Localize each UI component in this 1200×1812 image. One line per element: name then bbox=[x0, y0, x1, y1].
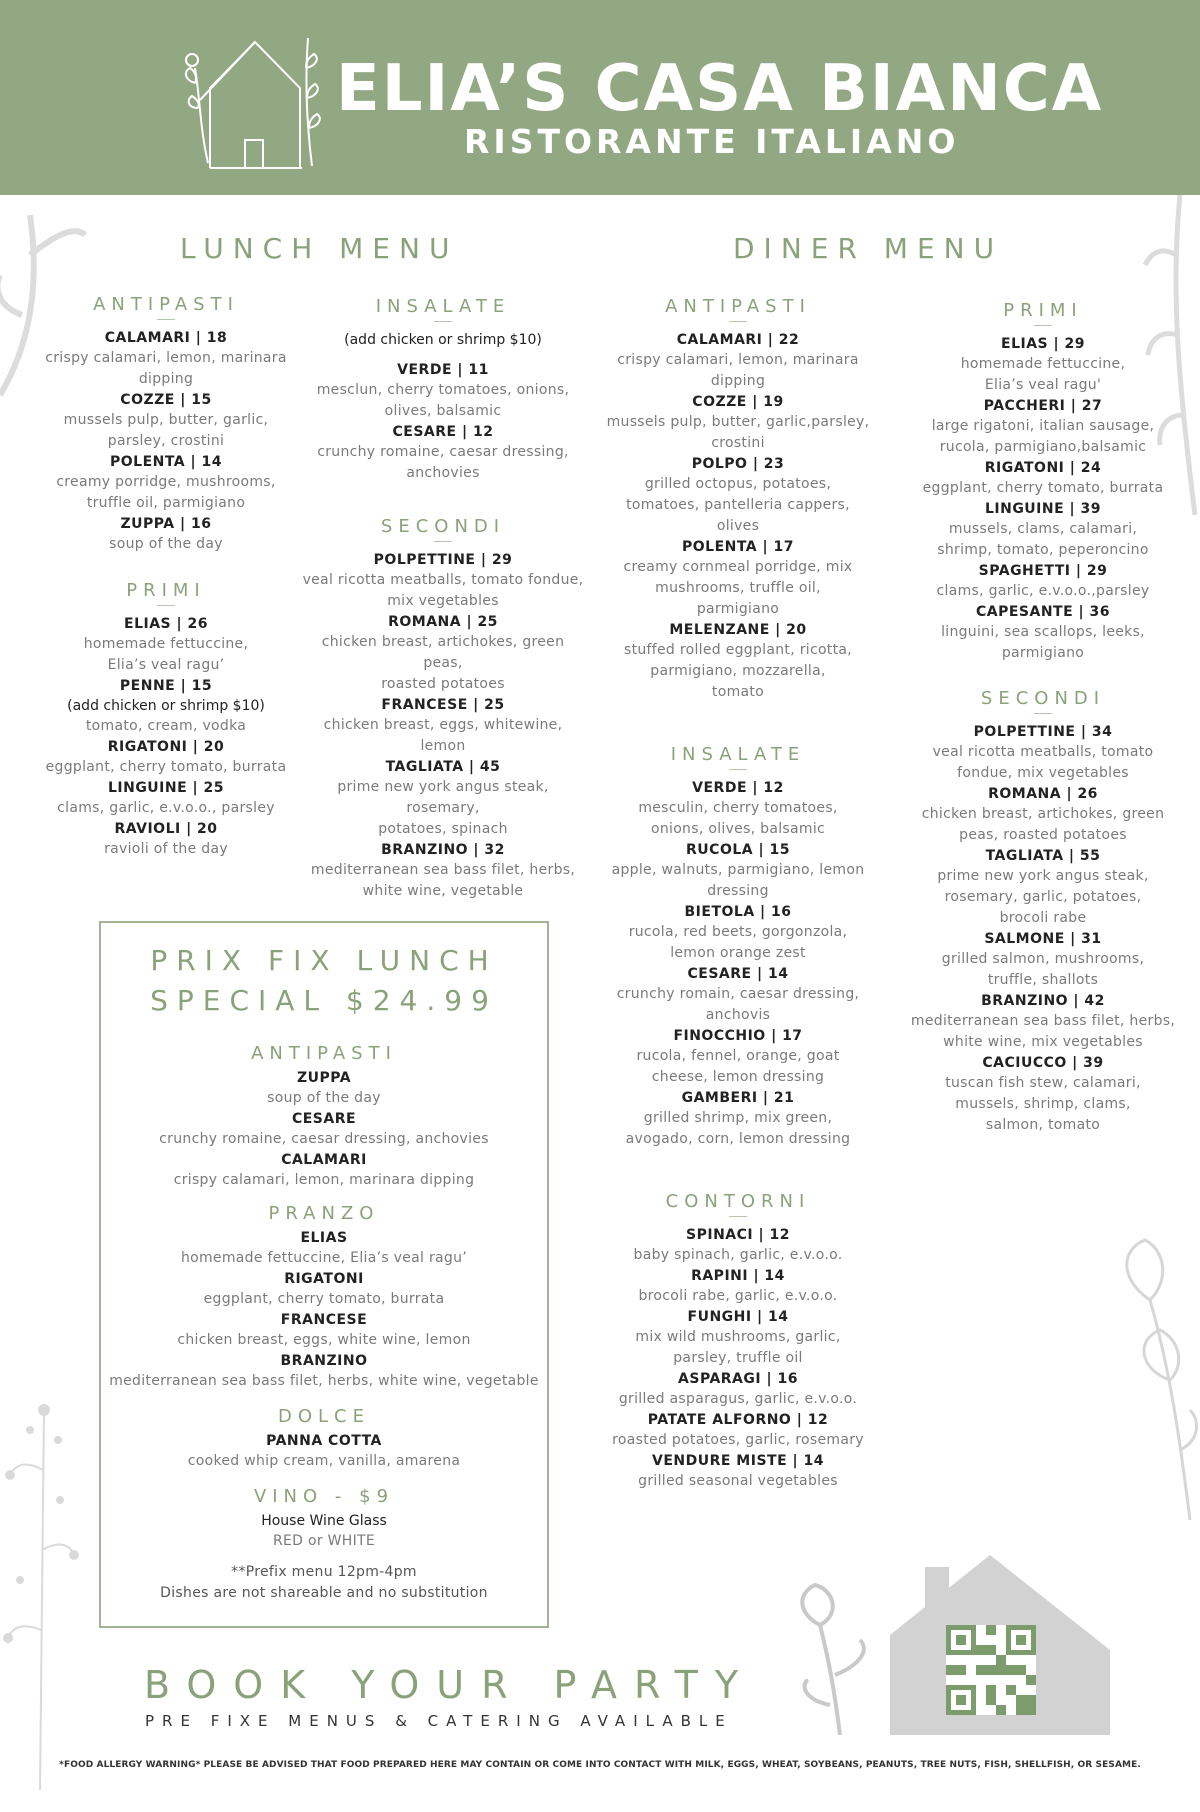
menu-item-name: SALMONE | 31 bbox=[984, 931, 1102, 947]
diner-insalate-section bbox=[602, 744, 874, 1150]
menu-item-name: CALAMARI | 18 bbox=[104, 330, 228, 346]
menu-item-name: RIGATONI | 20 bbox=[107, 739, 225, 755]
menu-item-name: PANNA COTTA bbox=[266, 1433, 382, 1449]
menu-item-desc: veal ricotta meatballs, tomato bbox=[932, 744, 1154, 760]
menu-item-name: ELIAS | 29 bbox=[1001, 336, 1085, 352]
divider bbox=[729, 769, 747, 770]
divider bbox=[434, 321, 452, 322]
menu-item-desc: mussels, clams, calamari, bbox=[948, 521, 1138, 537]
menu-item-name: POLPETTINE | 34 bbox=[973, 724, 1113, 740]
menu-item-name: PATATE ALFORNO | 12 bbox=[647, 1412, 829, 1428]
menu-item-desc: chicken breast, eggs, whitewine, lemon bbox=[323, 717, 563, 754]
divider bbox=[1034, 713, 1052, 714]
menu-item-desc: mesclun, cherry tomatoes, onions, bbox=[316, 382, 570, 398]
menu-item-name: ZUPPA | 16 bbox=[120, 516, 212, 532]
menu-item-desc: mushrooms, truffle oil, bbox=[655, 580, 821, 596]
menu-item-name: POLPO | 23 bbox=[691, 456, 785, 472]
menu-item-desc: brocoli rabe, garlic, e.v.o.o. bbox=[638, 1288, 838, 1304]
header-banner bbox=[0, 0, 1200, 195]
menu-item-desc: linguini, sea scallops, leeks, bbox=[941, 624, 1145, 640]
menu-item-desc: brocoli rabe bbox=[999, 910, 1087, 926]
menu-item-desc: soup of the day bbox=[109, 536, 223, 552]
house-logo-icon bbox=[180, 28, 325, 173]
divider bbox=[1034, 325, 1052, 326]
lunch-secondi-section bbox=[300, 516, 586, 902]
menu-item-desc: eggplant, cherry tomato, burrata bbox=[203, 1291, 445, 1307]
menu-item-desc: olives bbox=[716, 518, 760, 534]
menu-item-name: GAMBERI | 21 bbox=[681, 1090, 795, 1106]
menu-item-desc: ravioli of the day bbox=[104, 841, 228, 857]
menu-item-name: VERDE | 12 bbox=[692, 780, 784, 796]
menu-item-desc: tomato bbox=[711, 684, 765, 700]
menu-item-desc: tomato, cream, vodka bbox=[85, 718, 247, 734]
lunch-antipasti-section bbox=[40, 294, 292, 555]
menu-item-name: TAGLIATA | 45 bbox=[385, 759, 501, 775]
menu-item-name: ASPARAGI | 16 bbox=[678, 1371, 798, 1387]
menu-item-name: CACIUCCO | 39 bbox=[982, 1055, 1104, 1071]
menu-item-desc: cooked whip cream, vanilla, amarena bbox=[187, 1453, 461, 1469]
menu-item-name: CALAMARI | 22 bbox=[676, 332, 800, 348]
menu-item-desc: clams, garlic, e.v.o.o., parsley bbox=[57, 800, 275, 816]
menu-item-name: PACCHERI | 27 bbox=[983, 398, 1103, 414]
menu-item-name: FRANCESE bbox=[280, 1312, 368, 1328]
diner-primi-heading: PRIMI bbox=[1003, 300, 1083, 321]
diner-secondi-heading: SECONDI bbox=[980, 688, 1106, 709]
prix-footnote-hours: **Prefix menu 12pm-4pm bbox=[231, 1564, 417, 1580]
menu-item-name: MELENZANE | 20 bbox=[669, 622, 807, 638]
menu-item-name: COZZE | 19 bbox=[692, 394, 784, 410]
menu-item-desc: apple, walnuts, parmigiano, lemon bbox=[611, 862, 865, 878]
diner-antipasti-heading: ANTIPASTI bbox=[665, 296, 811, 317]
prix-antipasti-heading: ANTIPASTI bbox=[251, 1043, 397, 1064]
diner-secondi-section bbox=[908, 688, 1178, 1136]
menu-item-desc: crunchy romaine, caesar dressing, anchovies bbox=[159, 1131, 489, 1147]
menu-item-desc: chicken breast, artichokes, green peas, bbox=[321, 634, 565, 671]
menu-item-desc: lemon orange zest bbox=[670, 945, 806, 961]
prix-footnote-rules: Dishes are not shareable and no substitution bbox=[160, 1585, 488, 1601]
menu-item-desc: mussels, shrimp, clams, bbox=[955, 1096, 1131, 1112]
sprig-decoration-icon bbox=[0, 1390, 80, 1790]
menu-item-desc: dressing bbox=[707, 883, 769, 899]
menu-item-desc: rucola, fennel, orange, goat bbox=[636, 1048, 840, 1064]
menu-item-desc: homemade fettuccine, bbox=[83, 636, 249, 652]
menu-item-desc: rucola, parmigiano,balsamic bbox=[939, 439, 1147, 455]
book-party-subtitle: PRE FIXE MENUS & CATERING AVAILABLE bbox=[145, 1712, 733, 1730]
menu-item-desc: creamy porridge, mushrooms, bbox=[56, 474, 276, 490]
menu-item-desc: soup of the day bbox=[267, 1090, 381, 1106]
qr-code-icon bbox=[946, 1625, 1036, 1715]
menu-item-name: CAPESANTE | 36 bbox=[975, 604, 1111, 620]
menu-item-desc: anchovies bbox=[406, 465, 480, 481]
prix-fix-box bbox=[99, 921, 549, 1628]
menu-item-name: ROMANA | 25 bbox=[388, 614, 498, 630]
menu-item-desc: mediterranean sea bass filet, herbs, white wine, vegetable bbox=[109, 1373, 539, 1389]
menu-item-desc: prime new york angus steak, rosemary, bbox=[337, 779, 549, 816]
menu-item-desc: tomatoes, pantelleria cappers, bbox=[626, 497, 850, 513]
menu-item-name: ZUPPA bbox=[296, 1070, 352, 1086]
menu-item-name: ROMANA | 26 bbox=[988, 786, 1098, 802]
vino-name: House Wine Glass bbox=[261, 1513, 387, 1529]
menu-item-name: RIGATONI bbox=[284, 1271, 364, 1287]
menu-item-desc: parmigiano bbox=[696, 601, 780, 617]
menu-item-desc: stuffed rolled eggplant, ricotta, bbox=[623, 642, 853, 658]
menu-item-name: FRANCESE | 25 bbox=[381, 697, 505, 713]
menu-item-desc: salmon, tomato bbox=[985, 1117, 1101, 1133]
menu-item-desc: crispy calamari, lemon, marinara bbox=[617, 352, 859, 368]
prix-fix-content bbox=[101, 941, 547, 1604]
prix-pranzo-heading: PRANZO bbox=[268, 1203, 380, 1224]
menu-item-desc: parmigiano, mozzarella, bbox=[650, 663, 826, 679]
menu-item-name: BIETOLA | 16 bbox=[684, 904, 792, 920]
menu-item-desc: potatoes, spinach bbox=[378, 821, 508, 837]
diner-menu-title: DINER MENU bbox=[733, 232, 1004, 265]
menu-item-desc: cheese, lemon dressing bbox=[651, 1069, 825, 1085]
divider bbox=[157, 319, 175, 320]
vino-desc: RED or WHITE bbox=[272, 1533, 376, 1549]
menu-item-desc: Elia’s veal ragu’ bbox=[107, 657, 225, 673]
menu-item-note: (add chicken or shrimp $10) bbox=[344, 332, 542, 348]
prix-fix-title: PRIX FIX LUNCH bbox=[150, 944, 498, 977]
menu-item-desc: crunchy romaine, caesar dressing, bbox=[317, 444, 569, 460]
menu-item-name: RIGATONI | 24 bbox=[984, 460, 1102, 476]
prix-fix-price: SPECIAL $24.99 bbox=[150, 984, 498, 1017]
menu-item-desc: chicken breast, artichokes, green bbox=[921, 806, 1165, 822]
menu-item-name: LINGUINE | 25 bbox=[107, 780, 225, 796]
menu-item-desc: baby spinach, garlic, e.v.o.o. bbox=[633, 1247, 843, 1263]
menu-item-desc: mix wild mushrooms, garlic, bbox=[635, 1329, 841, 1345]
menu-item-desc: mix vegetables bbox=[387, 593, 499, 609]
menu-item-desc: mediterranean sea bass filet, herbs, bbox=[310, 862, 576, 878]
menu-item-desc: avogado, corn, lemon dressing bbox=[625, 1131, 851, 1147]
menu-item-desc: fondue, mix vegetables bbox=[957, 765, 1129, 781]
menu-item-desc: Elia’s veal ragu' bbox=[984, 377, 1102, 393]
menu-item-name: CALAMARI bbox=[281, 1152, 367, 1168]
diner-primi-section bbox=[908, 300, 1178, 664]
menu-item-desc: rucola, red beets, gorgonzola, bbox=[628, 924, 848, 940]
diner-contorni-section bbox=[602, 1191, 874, 1492]
menu-item-desc: crispy calamari, lemon, marinara dipping bbox=[173, 1172, 475, 1188]
menu-item-name: FUNGHI | 14 bbox=[687, 1309, 789, 1325]
menu-item-desc: grilled shrimp, mix green, bbox=[643, 1110, 833, 1126]
menu-item-desc: dipping bbox=[138, 371, 194, 387]
menu-item-desc: rosemary, garlic, potatoes, bbox=[944, 889, 1142, 905]
menu-item-desc: crostini bbox=[711, 435, 765, 451]
menu-item-desc: grilled seasonal vegetables bbox=[638, 1473, 838, 1489]
diner-insalate-heading: INSALATE bbox=[670, 744, 806, 765]
menu-item-name: CESARE | 14 bbox=[687, 966, 789, 982]
menu-item-desc: roasted potatoes bbox=[381, 676, 505, 692]
menu-item-desc: eggplant, cherry tomato, burrata bbox=[922, 480, 1164, 496]
menu-item-desc: grilled salmon, mushrooms, bbox=[941, 951, 1145, 967]
menu-item-name: CESARE bbox=[291, 1111, 357, 1127]
divider bbox=[729, 1216, 747, 1217]
prix-dolce-heading: DOLCE bbox=[278, 1406, 370, 1427]
menu-item-desc: truffle oil, parmigiano bbox=[86, 495, 246, 511]
menu-item-desc: tuscan fish stew, calamari, bbox=[945, 1075, 1141, 1091]
menu-item-desc: white wine, mix vegetables bbox=[943, 1034, 1143, 1050]
menu-item-desc: truffle, shallots bbox=[987, 972, 1099, 988]
menu-item-name: ELIAS bbox=[300, 1230, 348, 1246]
menu-item-name: RUCOLA | 15 bbox=[686, 842, 790, 858]
menu-item-desc: mussels pulp, butter, garlic, bbox=[63, 412, 269, 428]
lunch-secondi-heading: SECONDI bbox=[380, 516, 506, 537]
menu-item-desc: mesculin, cherry tomatoes, bbox=[638, 800, 838, 816]
menu-item-desc: large rigatoni, italian sausage, bbox=[931, 418, 1155, 434]
menu-item-name: VERDE | 11 bbox=[397, 362, 489, 378]
prix-vino-heading: VINO - $9 bbox=[253, 1486, 395, 1507]
menu-item-desc: crispy calamari, lemon, marinara bbox=[45, 350, 287, 366]
menu-item-name: LINGUINE | 39 bbox=[984, 501, 1102, 517]
flower-decoration-icon bbox=[1090, 1220, 1200, 1520]
lunch-primi-section bbox=[40, 580, 292, 860]
menu-item-name: POLENTA | 14 bbox=[109, 454, 222, 470]
menu-item-name: POLENTA | 17 bbox=[681, 539, 794, 555]
lunch-insalate-heading: INSALATE bbox=[375, 296, 511, 317]
menu-item-desc: grilled asparagus, garlic, e.v.o.o. bbox=[618, 1391, 858, 1407]
menu-item-name: RAPINI | 14 bbox=[691, 1268, 785, 1284]
lunch-insalate-section bbox=[300, 296, 586, 484]
menu-item-desc: shrimp, tomato, peperoncino bbox=[937, 542, 1149, 558]
brand-title: ELIA’S CASA BIANCA bbox=[336, 52, 1104, 126]
menu-item-name: VENDURE MISTE | 14 bbox=[651, 1453, 824, 1469]
menu-item-name: BRANZINO | 42 bbox=[981, 993, 1105, 1009]
menu-item-desc: peas, roasted potatoes bbox=[959, 827, 1127, 843]
menu-item-name: SPINACI | 12 bbox=[686, 1227, 790, 1243]
menu-item-desc: grilled octopus, potatoes, bbox=[644, 476, 832, 492]
menu-item-name: POLPETTINE | 29 bbox=[373, 552, 513, 568]
menu-item-name: TAGLIATA | 55 bbox=[985, 848, 1101, 864]
menu-item-desc: mussels pulp, butter, garlic,parsley, bbox=[606, 414, 870, 430]
menu-item-name: FINOCCHIO | 17 bbox=[673, 1028, 803, 1044]
menu-item-desc: dipping bbox=[710, 373, 766, 389]
lunch-menu-title: LUNCH MENU bbox=[180, 232, 459, 265]
book-party-title: BOOK YOUR PARTY bbox=[144, 1663, 756, 1707]
menu-item-name: SPAGHETTI | 29 bbox=[978, 563, 1108, 579]
menu-item-name: RAVIOLI | 20 bbox=[114, 821, 218, 837]
menu-item-desc: anchovis bbox=[705, 1007, 771, 1023]
menu-item-name: PENNE | 15 bbox=[119, 678, 213, 694]
menu-item-desc: eggplant, cherry tomato, burrata bbox=[45, 759, 287, 775]
menu-item-desc: parsley, crostini bbox=[107, 433, 225, 449]
menu-item-desc: crunchy romain, caesar dressing, bbox=[616, 986, 860, 1002]
menu-item-desc: homemade fettuccine, Elia’s veal ragu’ bbox=[180, 1250, 468, 1266]
menu-item-name: CESARE | 12 bbox=[392, 424, 494, 440]
diner-antipasti-section bbox=[602, 296, 874, 703]
menu-item-desc: parmigiano bbox=[1001, 645, 1085, 661]
divider bbox=[434, 541, 452, 542]
menu-item-name: ELIAS | 26 bbox=[124, 616, 208, 632]
menu-item-desc: olives, balsamic bbox=[384, 403, 502, 419]
divider bbox=[157, 605, 175, 606]
menu-item-desc: mediterranean sea bass filet, herbs, bbox=[910, 1013, 1176, 1029]
lunch-antipasti-heading: ANTIPASTI bbox=[93, 294, 239, 315]
divider bbox=[729, 321, 747, 322]
menu-item-desc: clams, garlic, e.v.o.o.,parsley bbox=[936, 583, 1150, 599]
diner-contorni-heading: CONTORNI bbox=[665, 1191, 811, 1212]
lunch-primi-heading: PRIMI bbox=[126, 580, 206, 601]
brand-subtitle: RISTORANTE ITALIANO bbox=[464, 122, 960, 161]
allergy-warning: *FOOD ALLERGY WARNING* PLEASE BE ADVISED THAT FOOD PREPARED HERE MAY CONTAIN OR COME INTO CONTACT WITH MILK, EGGS, WHEAT, SOYBEANS, PEANUTS, TREE NUTS, FISH, SHELLFISH, OR SESAME. bbox=[59, 1760, 1141, 1770]
menu-item-desc: veal ricotta meatballs, tomato fondue, bbox=[302, 572, 584, 588]
menu-item-name: BRANZINO bbox=[280, 1353, 368, 1369]
menu-item-desc: creamy cornmeal porridge, mix bbox=[623, 559, 853, 575]
menu-item-desc: prime new york angus steak, bbox=[937, 868, 1149, 884]
menu-item-desc: white wine, vegetable bbox=[362, 883, 524, 899]
menu-item-desc: homemade fettuccine, bbox=[960, 356, 1126, 372]
menu-item-desc: chicken breast, eggs, white wine, lemon bbox=[177, 1332, 471, 1348]
menu-item-name: BRANZINO | 32 bbox=[381, 842, 505, 858]
menu-item-desc: onions, olives, balsamic bbox=[650, 821, 826, 837]
menu-item-desc: parsley, truffle oil bbox=[673, 1350, 803, 1366]
menu-item-desc: roasted potatoes, garlic, rosemary bbox=[612, 1432, 864, 1448]
menu-item-note: (add chicken or shrimp $10) bbox=[67, 698, 265, 714]
menu-item-name: COZZE | 15 bbox=[120, 392, 212, 408]
